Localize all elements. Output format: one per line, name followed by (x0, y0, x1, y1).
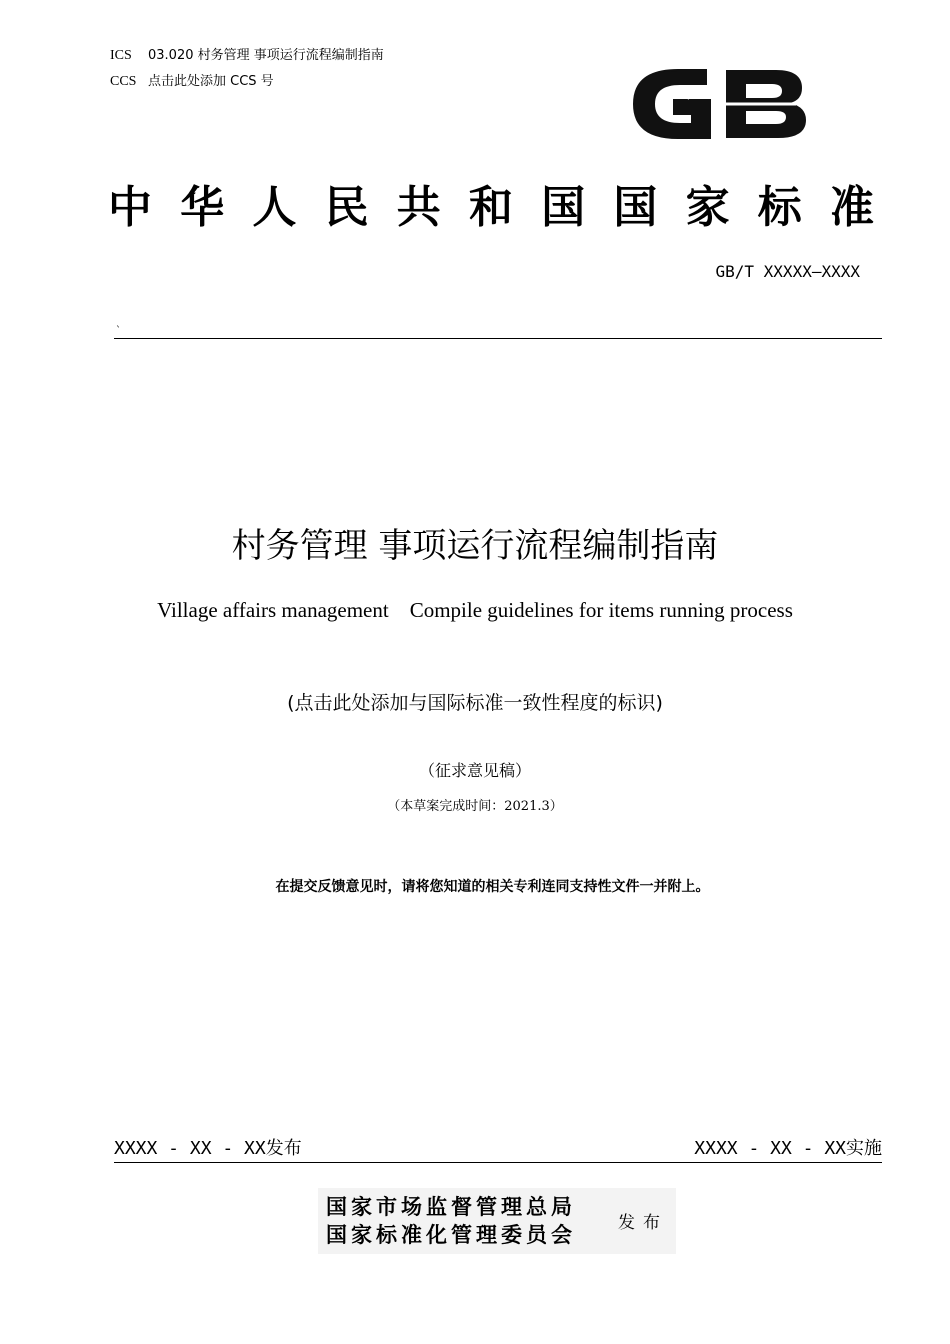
issuers-block (318, 1188, 676, 1254)
ics-label: ICS (110, 48, 132, 63)
document-title-en: Village affairs management Compile guidelines for items running process (157, 598, 793, 622)
implement-date: XXXX - XX - XX (694, 1138, 846, 1159)
implement-suffix: 实施 (846, 1138, 882, 1159)
ccs-value: 点击此处添加 CCS 号 (148, 74, 274, 89)
ccs-line (110, 72, 274, 91)
issuer-sac: 国家标准化管理委员会 (326, 1222, 576, 1247)
gb-logo (626, 56, 812, 152)
footer-divider (114, 1162, 882, 1163)
consistency-note[interactable]: (点击此处添加与国际标准一致性程度的标识) (287, 692, 663, 714)
issuer-samr: 国家市场监督管理总局 (326, 1194, 576, 1219)
national-standard-title: 中华人民共和国国家标准 (108, 182, 878, 233)
release-date-line (114, 1134, 302, 1160)
implement-date-line (694, 1134, 882, 1160)
standard-number: GB/T XXXXX—XXXX (715, 262, 860, 281)
draft-date: （本草案完成时间：2021.3） (387, 799, 563, 814)
ccs-label: CCS (110, 74, 137, 89)
issue-label: 发布 (618, 1213, 668, 1233)
release-date: XXXX - XX - XX (114, 1138, 266, 1159)
header-divider (114, 338, 882, 339)
ics-line (110, 46, 384, 65)
document-title-cn: 村务管理 事项运行流程编制指南 (231, 526, 719, 566)
stray-mark: ` (116, 326, 121, 337)
patent-notice: 在提交反馈意见时，请将您知道的相关专利连同支持性文件一并附上。 (275, 879, 710, 895)
ics-value: 03.020 村务管理 事项运行流程编制指南 (148, 48, 384, 63)
draft-type: （征求意见稿） (418, 761, 531, 780)
release-suffix: 发布 (265, 1138, 302, 1159)
